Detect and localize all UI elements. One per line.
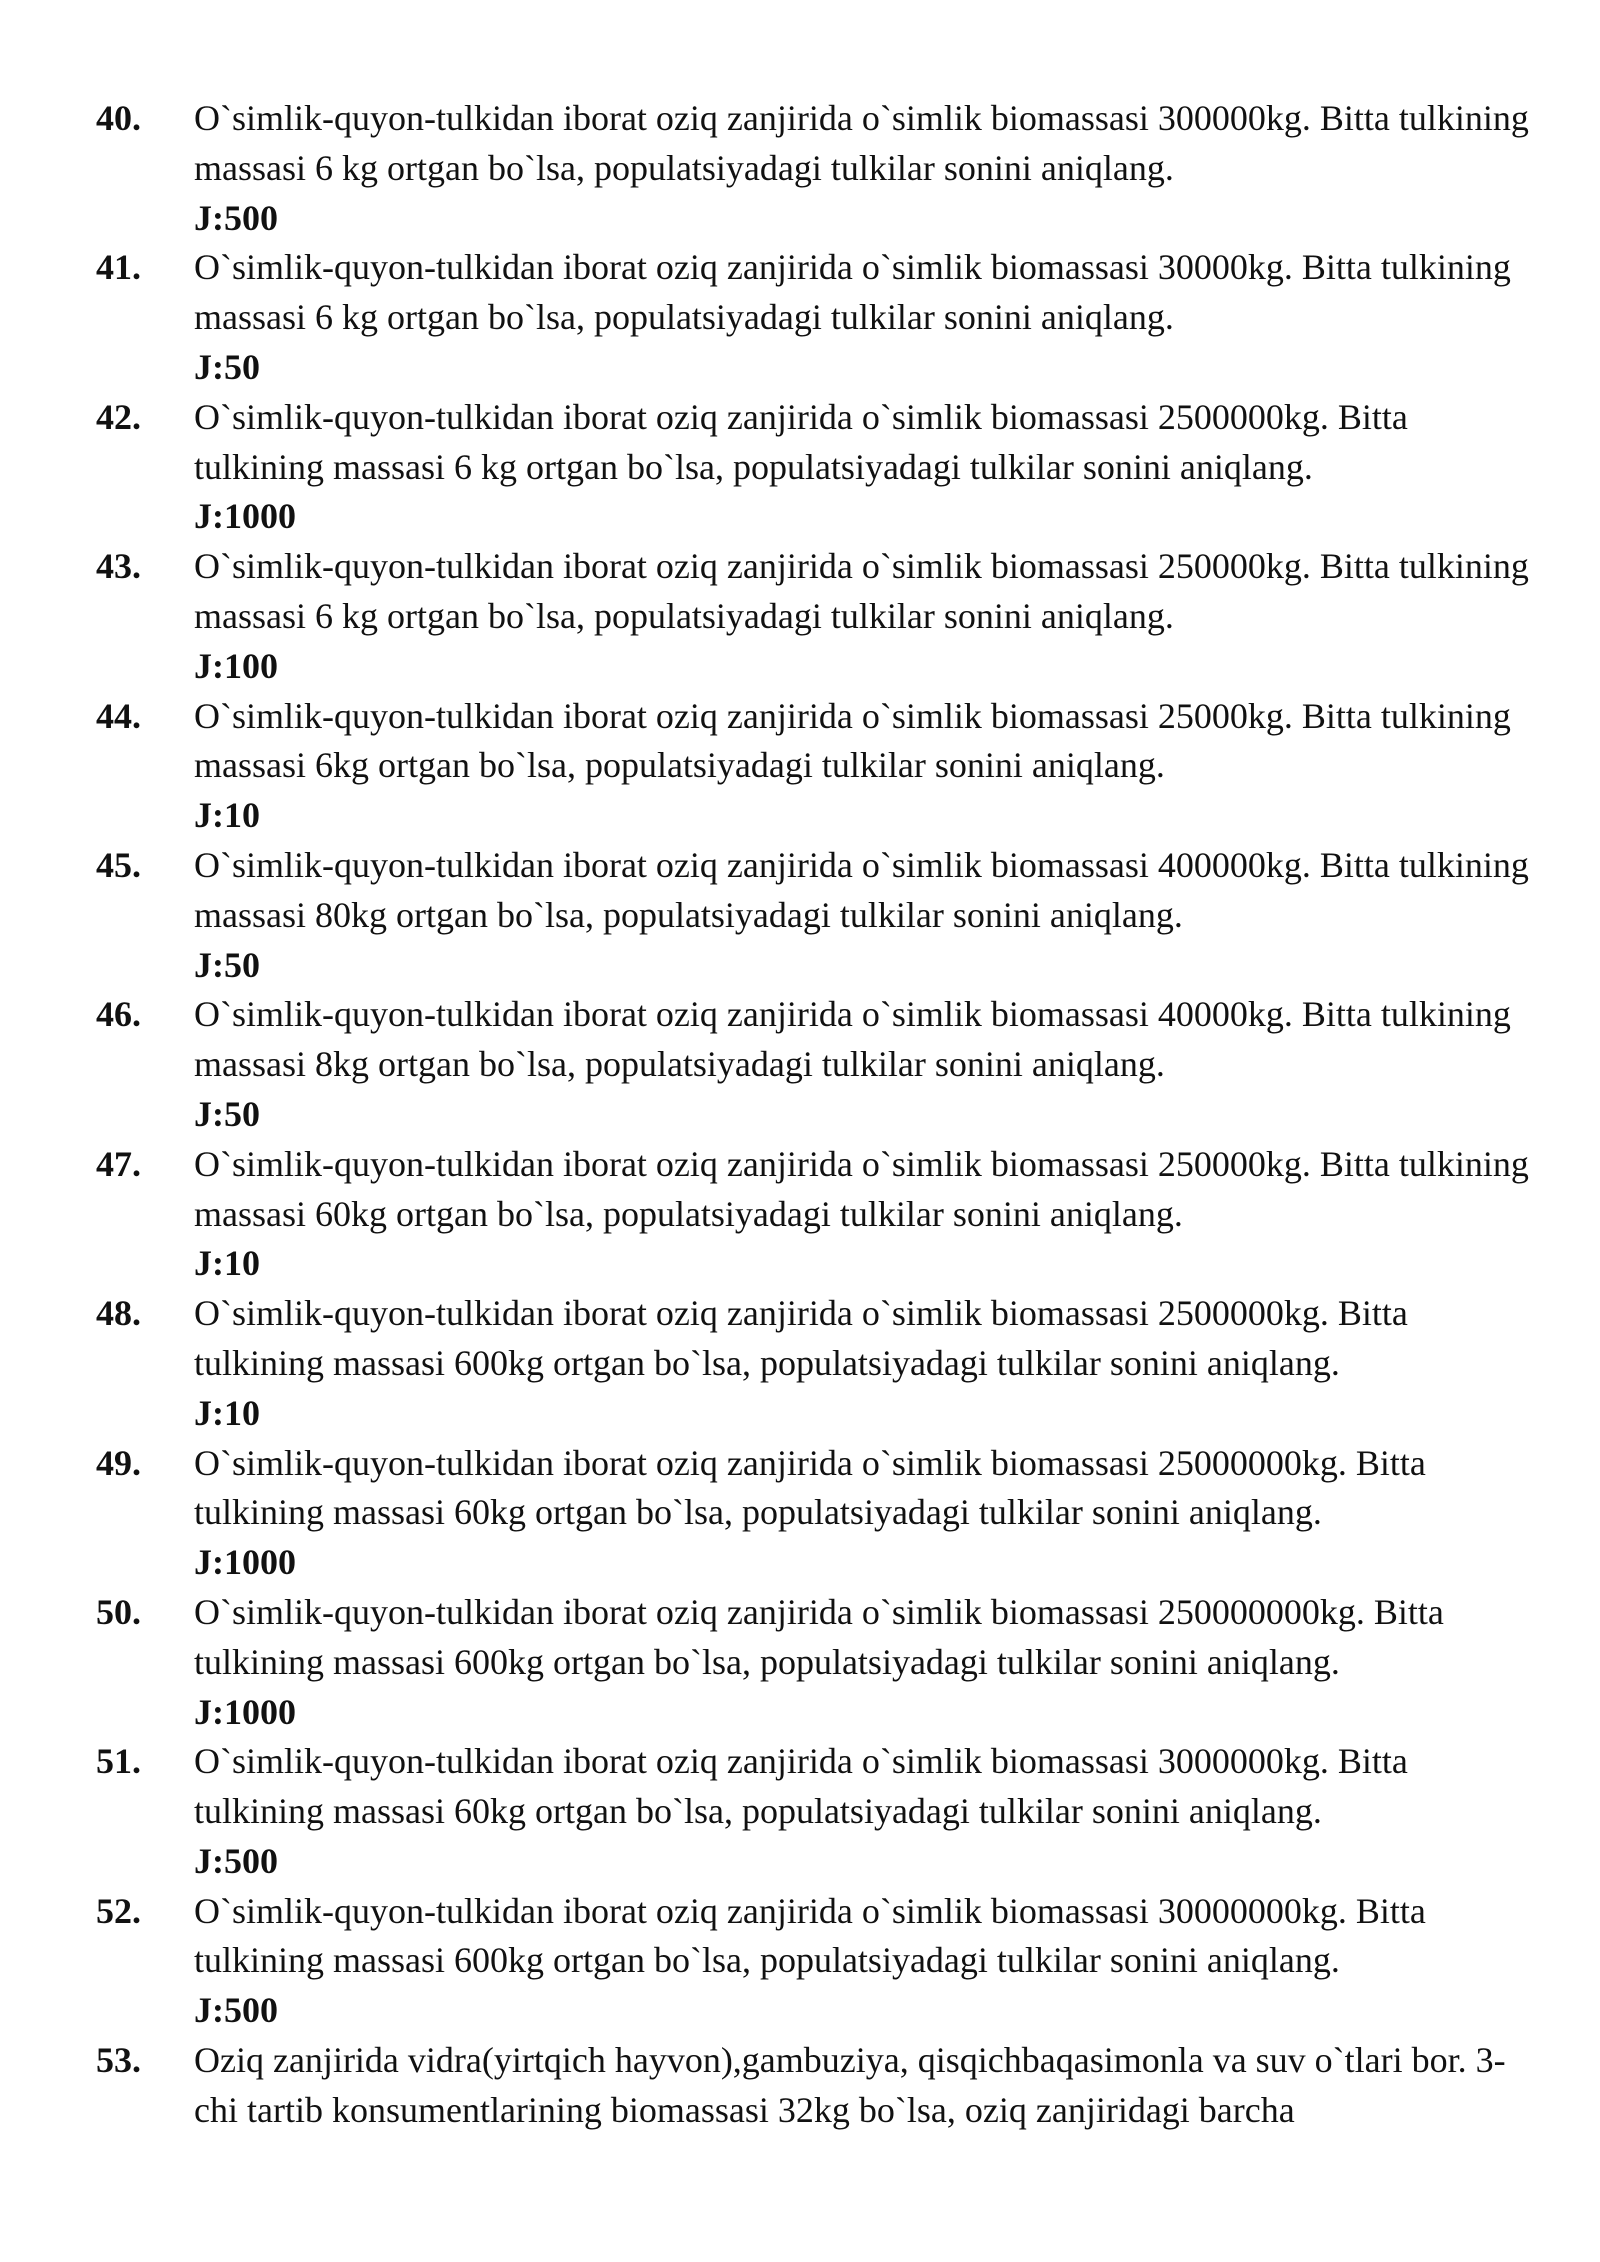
question-number: 40.: [96, 98, 141, 138]
question-answer: J:50: [194, 346, 260, 387]
question-answer: J:1000: [194, 1542, 296, 1583]
question-number: 42.: [96, 396, 141, 437]
question-answer: J:10: [194, 795, 260, 836]
question-body: [194, 1439, 1536, 1588]
question-item: [96, 393, 1536, 542]
question-body: [194, 841, 1536, 990]
question-item: [96, 1140, 1536, 1289]
question-text: O`simlik-quyon-tulkidan iborat oziq zanjirida o`simlik biomassasi 2500000kg. Bitta tulkining massasi 600kg ortgan bo`lsa, populatsiyadagi tulkilar sonini aniqlang.: [194, 1293, 1408, 1383]
question-text: O`simlik-quyon-tulkidan iborat oziq zanjirida o`simlik biomassasi 250000000kg. Bitta tulkining massasi 600kg ortgan bo`lsa, populatsiyadagi tulkilar sonini aniqlang.: [194, 1591, 1444, 1682]
question-answer: J:1000: [194, 496, 296, 537]
question-answer: J:100: [194, 645, 278, 686]
question-body: [194, 1588, 1536, 1737]
question-answer: J:50: [194, 944, 260, 985]
question-body: [194, 393, 1536, 542]
question-answer: J:10: [194, 1243, 260, 1284]
question-text: O`simlik-quyon-tulkidan iborat oziq zanjirida o`simlik biomassasi 40000kg. Bitta tulkining massasi 8kg ortgan bo`lsa, populatsiyadagi tulkilar sonini aniqlang.: [194, 994, 1511, 1085]
question-item: [96, 1588, 1536, 1737]
question-body: [194, 94, 1536, 243]
question-answer: J:10: [194, 1392, 260, 1433]
question-number: 45.: [96, 844, 141, 885]
question-answer: J:500: [194, 1990, 278, 2031]
question-number: 44.: [96, 695, 141, 736]
question-answer: J:1000: [194, 1691, 296, 1732]
question-text: O`simlik-quyon-tulkidan iborat oziq zanjirida o`simlik biomassasi 25000kg. Bitta tulkining massasi 6kg ortgan bo`lsa, populatsiyadagi tulkilar sonini aniqlang.: [194, 695, 1511, 786]
question-item: [96, 990, 1536, 1139]
question-body: [194, 542, 1536, 691]
question-body: [194, 1887, 1536, 2036]
question-text: O`simlik-quyon-tulkidan iborat oziq zanjirida o`simlik biomassasi 30000000kg. Bitta tulkining massasi 600kg ortgan bo`lsa, populatsiyadagi tulkilar sonini aniqlang.: [194, 1890, 1426, 1981]
question-item: [96, 1737, 1536, 1886]
question-text: O`simlik-quyon-tulkidan iborat oziq zanjirida o`simlik biomassasi 250000kg. Bitta tulkining massasi 6 kg ortgan bo`lsa, populatsiyadagi tulkilar sonini aniqlang.: [194, 546, 1529, 636]
question-body: [194, 2036, 1536, 2136]
question-text: O`simlik-quyon-tulkidan iborat oziq zanjirida o`simlik biomassasi 400000kg. Bitta tulkining massasi 80kg ortgan bo`lsa, populatsiyadagi tulkilar sonini aniqlang.: [194, 844, 1529, 935]
question-text: O`simlik-quyon-tulkidan iborat oziq zanjirida o`simlik biomassasi 25000000kg. Bitta tulkining massasi 60kg ortgan bo`lsa, populatsiyadagi tulkilar sonini aniqlang.: [194, 1442, 1426, 1533]
question-number: 53.: [96, 2040, 141, 2081]
question-number: 50.: [96, 1591, 141, 1632]
question-text: O`simlik-quyon-tulkidan iborat oziq zanjirida o`simlik biomassasi 30000kg. Bitta tulkining massasi 6 kg ortgan bo`lsa, populatsiyadagi tulkilar sonini aniqlang.: [194, 247, 1511, 338]
question-number: 48.: [96, 1293, 141, 1334]
question-item: [96, 1289, 1536, 1438]
question-item: [96, 1439, 1536, 1588]
question-item: [96, 542, 1536, 691]
question-item: [96, 692, 1536, 841]
question-item: [96, 1887, 1536, 2036]
question-item: [96, 243, 1536, 392]
question-number: 47.: [96, 1143, 141, 1184]
question-text: O`simlik-quyon-tulkidan iborat oziq zanjirida o`simlik biomassasi 300000kg. Bitta tulkining massasi 6 kg ortgan bo`lsa, populatsiyadagi tulkilar sonini aniqlang.: [194, 98, 1529, 188]
question-list: [96, 94, 1536, 2136]
question-text: O`simlik-quyon-tulkidan iborat oziq zanjirida o`simlik biomassasi 250000kg. Bitta tulkining massasi 60kg ortgan bo`lsa, populatsiyadagi tulkilar sonini aniqlang.: [194, 1143, 1529, 1234]
question-body: [194, 243, 1536, 392]
question-body: [194, 1140, 1536, 1289]
question-body: [194, 1737, 1536, 1886]
question-number: 41.: [96, 247, 141, 288]
question-text: O`simlik-quyon-tulkidan iborat oziq zanjirida o`simlik biomassasi 3000000kg. Bitta tulkining massasi 60kg ortgan bo`lsa, populatsiyadagi tulkilar sonini aniqlang.: [194, 1741, 1408, 1832]
question-text: O`simlik-quyon-tulkidan iborat oziq zanjirida o`simlik biomassasi 2500000kg. Bitta tulkining massasi 6 kg ortgan bo`lsa, populatsiyadagi tulkilar sonini aniqlang.: [194, 396, 1408, 487]
question-number: 46.: [96, 994, 141, 1035]
question-answer: J:50: [194, 1093, 260, 1134]
question-answer: J:500: [194, 1840, 278, 1881]
question-body: [194, 1289, 1536, 1438]
question-item: [96, 2036, 1536, 2136]
question-number: 43.: [96, 546, 141, 587]
question-number: 51.: [96, 1741, 141, 1782]
question-number: 52.: [96, 1890, 141, 1931]
question-body: [194, 990, 1536, 1139]
question-answer: J:500: [194, 197, 278, 238]
question-number: 49.: [96, 1442, 141, 1483]
question-body: [194, 692, 1536, 841]
question-item: [96, 841, 1536, 990]
question-text: Oziq zanjirida vidra(yirtqich hayvon),gambuziya, qisqichbaqasimonla va suv o`tlari bor. 3-chi tartib konsumentlarining biomassasi 32kg bo`lsa, oziq zanjiridagi barcha: [194, 2040, 1506, 2130]
question-item: [96, 94, 1536, 243]
